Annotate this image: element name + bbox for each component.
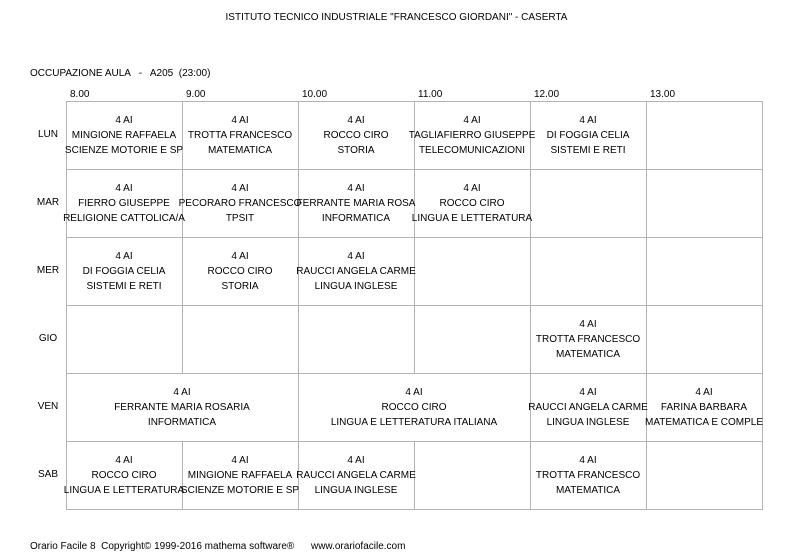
lesson-class: 4 AI [695, 386, 713, 398]
lesson-teacher: FARINA BARBARA [660, 401, 748, 413]
lesson-class: 4 AI [347, 454, 365, 466]
grid-column-line [66, 305, 67, 374]
lesson-teacher: TAGLIAFIERRO GIUSEPPE [408, 129, 536, 141]
lesson-cell [182, 237, 298, 305]
lesson-class: 4 AI [115, 454, 133, 466]
lesson-cell [182, 441, 298, 509]
lesson-class: 4 AI [405, 386, 423, 398]
lesson-cell [63, 441, 185, 509]
day-label: GIO [38, 333, 58, 344]
lesson-class: 4 AI [231, 250, 249, 262]
lesson-class: 4 AI [579, 386, 597, 398]
lesson-teacher: MINGIONE RAFFAELA [187, 469, 293, 481]
grid-column-line [298, 305, 299, 374]
lesson-subject: STORIA [221, 280, 259, 292]
time-slot-label: 11.00 [418, 89, 443, 100]
grid-column-line [530, 237, 531, 306]
lesson-teacher: MINGIONE RAFFAELA [71, 129, 177, 141]
lesson-class: 4 AI [463, 114, 481, 126]
lesson-class: 4 AI [231, 182, 249, 194]
grid-column-line [182, 305, 183, 374]
lesson-subject: LINGUA INGLESE [314, 484, 398, 496]
grid-column-line [530, 169, 531, 238]
lesson-teacher: RAUCCI ANGELA CARME [296, 265, 416, 277]
lesson-class: 4 AI [231, 454, 249, 466]
lesson-teacher: FERRANTE MARIA ROSA [296, 197, 416, 209]
lesson-subject: INFORMATICA [321, 212, 391, 224]
lesson-class: 4 AI [579, 114, 597, 126]
lesson-cell [63, 169, 185, 237]
grid-column-line [646, 101, 647, 170]
lesson-cell [530, 373, 646, 441]
lesson-class: 4 AI [231, 114, 249, 126]
lesson-subject: MATEMATICA [207, 144, 273, 156]
lesson-subject: MATEMATICA [555, 348, 621, 360]
lesson-cell [66, 101, 182, 169]
lesson-subject: LINGUA E LETTERATURA [63, 484, 185, 496]
day-label: SAB [37, 469, 58, 480]
lesson-cell [411, 169, 533, 237]
lesson-class: 4 AI [579, 318, 597, 330]
lesson-subject: SISTEMI E RETI [86, 280, 162, 292]
lesson-teacher: TROTTA FRANCESCO [187, 129, 293, 141]
footer-copyright: Orario Facile 8 Copyright© 1999-2016 mathema software® www.orariofacile.com [30, 541, 406, 552]
lesson-class: 4 AI [115, 114, 133, 126]
day-label: VEN [37, 401, 59, 412]
lesson-class: 4 AI [347, 114, 365, 126]
grid-column-line [646, 305, 647, 374]
lesson-subject: STORIA [337, 144, 375, 156]
lesson-cell [182, 101, 298, 169]
lesson-subject: INFORMATICA [147, 416, 217, 428]
timetable-grid [63, 101, 763, 509]
document-title: ISTITUTO TECNICO INDUSTRIALE "FRANCESCO GIORDANI" - CASERTA [225, 12, 568, 23]
grid-column-line [646, 169, 647, 238]
lesson-teacher: RAUCCI ANGELA CARME [296, 469, 416, 481]
grid-column-line [762, 305, 763, 374]
lesson-teacher: FERRANTE MARIA ROSARIA [114, 401, 250, 413]
grid-column-line [762, 237, 763, 306]
lesson-teacher: ROCCO CIRO [323, 129, 389, 141]
lesson-cell [298, 169, 414, 237]
lesson-class: 4 AI [347, 250, 365, 262]
lesson-cell [178, 169, 302, 237]
lesson-class: 4 AI [115, 250, 133, 262]
lesson-class: 4 AI [115, 182, 133, 194]
lesson-teacher: TROTTA FRANCESCO [535, 469, 641, 481]
lesson-teacher: ROCCO CIRO [91, 469, 157, 481]
grid-column-line [762, 101, 763, 170]
lesson-teacher: DI FOGGIA CELIA [546, 129, 630, 141]
grid-column-line [414, 305, 415, 374]
lesson-cell [66, 373, 298, 441]
time-slot-label: 13.00 [650, 89, 676, 100]
lesson-teacher: ROCCO CIRO [207, 265, 273, 277]
lesson-subject: LINGUA E LETTERATURA ITALIANA [330, 416, 498, 428]
lesson-subject: MATEMATICA [555, 484, 621, 496]
lesson-class: 4 AI [347, 182, 365, 194]
lesson-subject: SCIENZE MOTORIE E SP [64, 144, 184, 156]
day-label: MAR [36, 197, 60, 208]
time-slot-label: 12.00 [534, 89, 560, 100]
lesson-subject: SISTEMI E RETI [550, 144, 626, 156]
lesson-teacher: PECORARO FRANCESCO [178, 197, 302, 209]
lesson-subject: LINGUA INGLESE [546, 416, 630, 428]
grid-column-line [762, 441, 763, 510]
lesson-class: 4 AI [579, 454, 597, 466]
day-label: MER [36, 265, 60, 276]
lesson-subject: SCIENZE MOTORIE E SP [180, 484, 300, 496]
lesson-teacher: TROTTA FRANCESCO [535, 333, 641, 345]
lesson-teacher: DI FOGGIA CELIA [82, 265, 166, 277]
grid-column-line [762, 373, 763, 442]
day-label: LUN [37, 129, 58, 140]
lesson-subject: MATEMATICA E COMPLE [645, 416, 763, 428]
lesson-cell [298, 237, 414, 305]
lesson-cell [298, 441, 414, 509]
lesson-subject: LINGUA E LETTERATURA [411, 212, 533, 224]
lesson-teacher: ROCCO CIRO [439, 197, 505, 209]
lesson-class: 4 AI [173, 386, 191, 398]
grid-column-line [646, 237, 647, 306]
time-slot-label: 10.00 [302, 89, 328, 100]
grid-column-line [762, 169, 763, 238]
lesson-subject: RELIGIONE CATTOLICA/A [63, 212, 185, 224]
time-slot-label: 8.00 [70, 89, 90, 100]
lesson-class: 4 AI [463, 182, 481, 194]
lesson-cell [298, 101, 414, 169]
lesson-cell [408, 101, 536, 169]
lesson-subject: LINGUA INGLESE [314, 280, 398, 292]
lesson-subject: TPSIT [225, 212, 255, 224]
lesson-cell [66, 237, 182, 305]
lesson-teacher: FIERRO GIUSEPPE [78, 197, 170, 209]
lesson-cell [530, 305, 646, 373]
lesson-cell [530, 101, 646, 169]
time-slot-label: 9.00 [186, 89, 206, 100]
lesson-cell [298, 373, 530, 441]
grid-column-line [646, 441, 647, 510]
room-occupancy-subtitle: OCCUPAZIONE AULA - A205 (23:00) [30, 68, 211, 79]
lesson-cell [530, 441, 646, 509]
lesson-teacher: RAUCCI ANGELA CARME [528, 401, 648, 413]
lesson-cell [646, 373, 762, 441]
lesson-teacher: ROCCO CIRO [381, 401, 447, 413]
lesson-subject: TELECOMUNICAZIONI [418, 144, 526, 156]
